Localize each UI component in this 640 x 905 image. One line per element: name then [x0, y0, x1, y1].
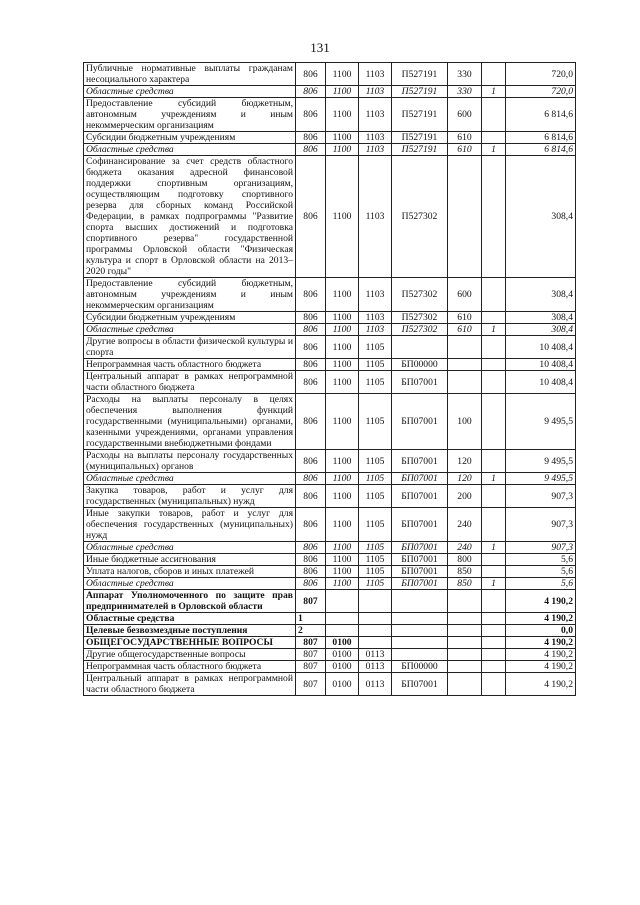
- row-description: Субсидии бюджетным учреждениям: [84, 132, 296, 144]
- code-source: [482, 132, 506, 144]
- row-amount: 6 814,6: [506, 132, 576, 144]
- code-source: [482, 673, 506, 696]
- table-row: [84, 359, 576, 371]
- code-source: [482, 336, 506, 359]
- code-ministry: 806: [296, 473, 326, 485]
- row-description: Областные средства: [84, 578, 296, 590]
- code-subsection: 1105: [359, 359, 392, 371]
- code-ministry: 806: [296, 578, 326, 590]
- row-amount: 4 190,2: [506, 637, 576, 649]
- row-description: Областные средства: [84, 613, 296, 625]
- code-source: [482, 63, 506, 86]
- row-description: Областные средства: [84, 86, 296, 98]
- code-ministry: 806: [296, 63, 326, 86]
- code-target-article: [392, 613, 448, 625]
- table-row: [84, 661, 576, 673]
- code-expense-type: 240: [448, 508, 482, 542]
- row-description: Непрограммная часть областного бюджета: [84, 359, 296, 371]
- row-amount: 4 190,2: [506, 673, 576, 696]
- row-description: Областные средства: [84, 473, 296, 485]
- code-section: [326, 613, 359, 625]
- code-section: 1100: [326, 542, 359, 554]
- code-target-article: БП00000: [392, 661, 448, 673]
- code-expense-type: [448, 649, 482, 661]
- code-ministry: 806: [296, 566, 326, 578]
- code-section: 1100: [326, 312, 359, 324]
- row-description: Аппарат Уполномоченного по защите прав предпринимателей в Орловской области: [84, 590, 296, 613]
- code-section: 1100: [326, 394, 359, 450]
- code-source: [482, 371, 506, 394]
- code-target-article: БП07001: [392, 473, 448, 485]
- table-row: [84, 473, 576, 485]
- table-row: [84, 132, 576, 144]
- row-amount: 308,4: [506, 324, 576, 336]
- code-section: 1100: [326, 324, 359, 336]
- code-target-article: [392, 649, 448, 661]
- row-amount: 907,3: [506, 485, 576, 508]
- table-row: [84, 98, 576, 132]
- code-section: 1100: [326, 144, 359, 156]
- code-source: [482, 590, 506, 613]
- code-target-article: БП07001: [392, 566, 448, 578]
- code-ministry: 807: [296, 649, 326, 661]
- code-section: 0100: [326, 661, 359, 673]
- code-ministry: 806: [296, 359, 326, 371]
- table-row: [84, 485, 576, 508]
- row-amount: 10 408,4: [506, 359, 576, 371]
- code-expense-type: 330: [448, 86, 482, 98]
- row-description: Другие вопросы в области физической культуры и спорта: [84, 336, 296, 359]
- code-section: 1100: [326, 98, 359, 132]
- row-description: Непрограммная часть областного бюджета: [84, 661, 296, 673]
- code-subsection: 1103: [359, 98, 392, 132]
- row-amount: 4 190,2: [506, 613, 576, 625]
- code-subsection: 1103: [359, 156, 392, 278]
- row-description: Областные средства: [84, 324, 296, 336]
- code-expense-type: 330: [448, 63, 482, 86]
- row-amount: 5,6: [506, 578, 576, 590]
- row-amount: 907,3: [506, 508, 576, 542]
- table-row: [84, 312, 576, 324]
- row-description: Закупка товаров, работ и услуг для государственных (муниципальных) нужд: [84, 485, 296, 508]
- row-amount: 907,3: [506, 542, 576, 554]
- table-row: [84, 156, 576, 278]
- code-section: 1100: [326, 336, 359, 359]
- code-section: 0100: [326, 673, 359, 696]
- code-subsection: 1105: [359, 554, 392, 566]
- row-amount: 9 495,5: [506, 473, 576, 485]
- row-description: Областные средства: [84, 144, 296, 156]
- code-source: [482, 278, 506, 312]
- code-section: 1100: [326, 156, 359, 278]
- code-ministry: 806: [296, 450, 326, 473]
- code-ministry: 806: [296, 336, 326, 359]
- code-ministry: 2: [296, 625, 326, 637]
- code-target-article: П527191: [392, 144, 448, 156]
- row-description: ОБЩЕГОСУДАРСТВЕННЫЕ ВОПРОСЫ: [84, 637, 296, 649]
- code-source: [482, 508, 506, 542]
- table-row: [84, 278, 576, 312]
- table-row: [84, 578, 576, 590]
- row-description: Другие общегосударственные вопросы: [84, 649, 296, 661]
- code-source: 1: [482, 86, 506, 98]
- code-subsection: 1105: [359, 508, 392, 542]
- row-amount: 10 408,4: [506, 336, 576, 359]
- code-subsection: 1103: [359, 324, 392, 336]
- code-ministry: 807: [296, 590, 326, 613]
- code-expense-type: 610: [448, 132, 482, 144]
- code-source: [482, 649, 506, 661]
- code-source: [482, 98, 506, 132]
- row-description: Предоставление субсидий бюджетным, автономным учреждениям и иным некоммерческим организациям: [84, 278, 296, 312]
- code-source: [482, 625, 506, 637]
- table-row: [84, 63, 576, 86]
- code-expense-type: [448, 359, 482, 371]
- code-section: 1100: [326, 578, 359, 590]
- code-ministry: 807: [296, 661, 326, 673]
- code-subsection: [359, 637, 392, 649]
- code-source: [482, 566, 506, 578]
- code-subsection: 1105: [359, 542, 392, 554]
- code-source: [482, 394, 506, 450]
- code-target-article: БП07001: [392, 673, 448, 696]
- code-subsection: 1103: [359, 63, 392, 86]
- code-target-article: П527191: [392, 132, 448, 144]
- code-ministry: 806: [296, 312, 326, 324]
- code-expense-type: [448, 637, 482, 649]
- code-target-article: БП07001: [392, 371, 448, 394]
- row-description: Расходы на выплаты персоналу в целях обеспечения выполнения функций государственными (муниципальными) органами, казенными учреждениями, органами управления государственными внебюджетными фондами: [84, 394, 296, 450]
- code-expense-type: [448, 590, 482, 613]
- row-amount: 308,4: [506, 156, 576, 278]
- row-amount: 9 495,5: [506, 394, 576, 450]
- row-amount: 308,4: [506, 278, 576, 312]
- code-ministry: 806: [296, 554, 326, 566]
- row-amount: 4 190,2: [506, 661, 576, 673]
- code-section: 0100: [326, 649, 359, 661]
- code-ministry: 806: [296, 485, 326, 508]
- code-source: [482, 485, 506, 508]
- code-subsection: 1105: [359, 394, 392, 450]
- code-subsection: 1105: [359, 566, 392, 578]
- code-section: [326, 590, 359, 613]
- table-row: [84, 324, 576, 336]
- code-target-article: [392, 625, 448, 637]
- code-target-article: БП07001: [392, 394, 448, 450]
- row-amount: 4 190,2: [506, 590, 576, 613]
- code-ministry: 806: [296, 542, 326, 554]
- code-subsection: 1103: [359, 144, 392, 156]
- budget-table-body: [84, 63, 576, 696]
- table-row: [84, 542, 576, 554]
- code-expense-type: 240: [448, 542, 482, 554]
- code-expense-type: 120: [448, 473, 482, 485]
- code-expense-type: 600: [448, 278, 482, 312]
- code-source: [482, 613, 506, 625]
- code-target-article: БП07001: [392, 508, 448, 542]
- code-expense-type: 610: [448, 324, 482, 336]
- table-row: [84, 625, 576, 637]
- code-source: [482, 359, 506, 371]
- code-target-article: П527191: [392, 63, 448, 86]
- row-description: Софинансирование за счет средств областного бюджета оказания адресной финансовой поддержки спортивным организациям, осуществляющим подготовку спортивного резерва для сборных команд Российской Федерации, в рамках подпрограммы "Развитие спорта высших достижений и подготовка спортивного резерва" государственной программы Орловской области "Физическая культура и спорт в Орловской области на 2013–2020 годы": [84, 156, 296, 278]
- code-source: 1: [482, 473, 506, 485]
- row-amount: 6 814,6: [506, 144, 576, 156]
- table-row: [84, 144, 576, 156]
- page-number: 131: [310, 40, 330, 55]
- row-description: Публичные нормативные выплаты гражданам несоциального характера: [84, 63, 296, 86]
- row-description: Иные бюджетные ассигнования: [84, 554, 296, 566]
- code-section: 1100: [326, 508, 359, 542]
- code-ministry: 806: [296, 144, 326, 156]
- table-row: [84, 450, 576, 473]
- code-section: 1100: [326, 86, 359, 98]
- code-source: [482, 554, 506, 566]
- code-target-article: П527302: [392, 312, 448, 324]
- code-expense-type: [448, 625, 482, 637]
- code-expense-type: [448, 673, 482, 696]
- code-subsection: 1105: [359, 473, 392, 485]
- table-row: [84, 566, 576, 578]
- code-source: [482, 637, 506, 649]
- code-subsection: 1105: [359, 578, 392, 590]
- row-description: Центральный аппарат в рамках непрограммной части областного бюджета: [84, 673, 296, 696]
- code-section: 1100: [326, 554, 359, 566]
- code-target-article: П527302: [392, 156, 448, 278]
- code-expense-type: 800: [448, 554, 482, 566]
- code-target-article: П527302: [392, 278, 448, 312]
- code-section: 1100: [326, 450, 359, 473]
- code-section: 1100: [326, 278, 359, 312]
- row-description: Уплата налогов, сборов и иных платежей: [84, 566, 296, 578]
- row-amount: 9 495,5: [506, 450, 576, 473]
- code-ministry: 806: [296, 86, 326, 98]
- code-expense-type: [448, 371, 482, 394]
- code-ministry: 1: [296, 613, 326, 625]
- code-ministry: 806: [296, 324, 326, 336]
- code-expense-type: 200: [448, 485, 482, 508]
- row-amount: 6 814,6: [506, 98, 576, 132]
- code-target-article: П527302: [392, 324, 448, 336]
- code-expense-type: [448, 156, 482, 278]
- row-description: Расходы на выплаты персоналу государственных (муниципальных) органов: [84, 450, 296, 473]
- code-subsection: 1105: [359, 336, 392, 359]
- code-expense-type: 120: [448, 450, 482, 473]
- budget-table: [83, 62, 576, 696]
- code-subsection: 1103: [359, 132, 392, 144]
- code-ministry: 806: [296, 98, 326, 132]
- code-subsection: 1105: [359, 485, 392, 508]
- code-target-article: П527191: [392, 98, 448, 132]
- table-row: [84, 649, 576, 661]
- code-source: 1: [482, 578, 506, 590]
- code-subsection: [359, 625, 392, 637]
- code-expense-type: 610: [448, 144, 482, 156]
- row-amount: 720,0: [506, 86, 576, 98]
- code-section: 1100: [326, 63, 359, 86]
- code-subsection: 0113: [359, 673, 392, 696]
- table-row: [84, 673, 576, 696]
- code-subsection: [359, 613, 392, 625]
- code-subsection: 1103: [359, 278, 392, 312]
- code-subsection: 1103: [359, 86, 392, 98]
- row-description: Центральный аппарат в рамках непрограммной части областного бюджета: [84, 371, 296, 394]
- code-target-article: [392, 336, 448, 359]
- code-ministry: 806: [296, 508, 326, 542]
- code-section: [326, 625, 359, 637]
- code-subsection: 1105: [359, 371, 392, 394]
- table-row: [84, 554, 576, 566]
- code-section: 1100: [326, 566, 359, 578]
- code-expense-type: 850: [448, 578, 482, 590]
- code-expense-type: [448, 613, 482, 625]
- code-section: 1100: [326, 132, 359, 144]
- table-row: [84, 613, 576, 625]
- code-source: 1: [482, 324, 506, 336]
- row-description: Субсидии бюджетным учреждениям: [84, 312, 296, 324]
- code-subsection: [359, 590, 392, 613]
- code-source: 1: [482, 542, 506, 554]
- code-source: [482, 450, 506, 473]
- code-section: 0100: [326, 637, 359, 649]
- row-description: Предоставление субсидий бюджетным, автономным учреждениям и иным некоммерческим организациям: [84, 98, 296, 132]
- code-ministry: 806: [296, 371, 326, 394]
- code-source: [482, 156, 506, 278]
- code-section: 1100: [326, 371, 359, 394]
- code-subsection: 1103: [359, 312, 392, 324]
- code-target-article: БП07001: [392, 485, 448, 508]
- code-expense-type: 610: [448, 312, 482, 324]
- table-row: [84, 371, 576, 394]
- code-source: [482, 312, 506, 324]
- row-amount: 308,4: [506, 312, 576, 324]
- code-ministry: 806: [296, 132, 326, 144]
- code-target-article: БП07001: [392, 542, 448, 554]
- row-amount: 720,0: [506, 63, 576, 86]
- code-target-article: БП00000: [392, 359, 448, 371]
- code-ministry: 807: [296, 673, 326, 696]
- code-ministry: 806: [296, 278, 326, 312]
- code-expense-type: [448, 336, 482, 359]
- code-target-article: БП07001: [392, 450, 448, 473]
- code-target-article: [392, 590, 448, 613]
- code-section: 1100: [326, 485, 359, 508]
- row-description: Иные закупки товаров, работ и услуг для обеспечения государственных (муниципальных) нужд: [84, 508, 296, 542]
- table-row: [84, 86, 576, 98]
- row-amount: 4 190,2: [506, 649, 576, 661]
- code-ministry: 806: [296, 156, 326, 278]
- row-amount: 5,6: [506, 554, 576, 566]
- code-target-article: П527191: [392, 86, 448, 98]
- code-section: 1100: [326, 359, 359, 371]
- code-target-article: БП07001: [392, 554, 448, 566]
- table-row: [84, 590, 576, 613]
- code-target-article: [392, 637, 448, 649]
- table-row: [84, 394, 576, 450]
- code-section: 1100: [326, 473, 359, 485]
- code-source: 1: [482, 144, 506, 156]
- code-expense-type: 600: [448, 98, 482, 132]
- table-row: [84, 336, 576, 359]
- row-amount: 0,0: [506, 625, 576, 637]
- code-subsection: 0113: [359, 649, 392, 661]
- code-subsection: 1105: [359, 450, 392, 473]
- row-description: Целевые безвозмездные поступления: [84, 625, 296, 637]
- table-row: [84, 508, 576, 542]
- row-description: Областные средства: [84, 542, 296, 554]
- code-expense-type: [448, 661, 482, 673]
- code-target-article: БП07001: [392, 578, 448, 590]
- code-expense-type: 850: [448, 566, 482, 578]
- row-amount: 5,6: [506, 566, 576, 578]
- row-amount: 10 408,4: [506, 371, 576, 394]
- code-expense-type: 100: [448, 394, 482, 450]
- code-subsection: 0113: [359, 661, 392, 673]
- code-ministry: 807: [296, 637, 326, 649]
- code-source: [482, 661, 506, 673]
- code-ministry: 806: [296, 394, 326, 450]
- table-row: [84, 637, 576, 649]
